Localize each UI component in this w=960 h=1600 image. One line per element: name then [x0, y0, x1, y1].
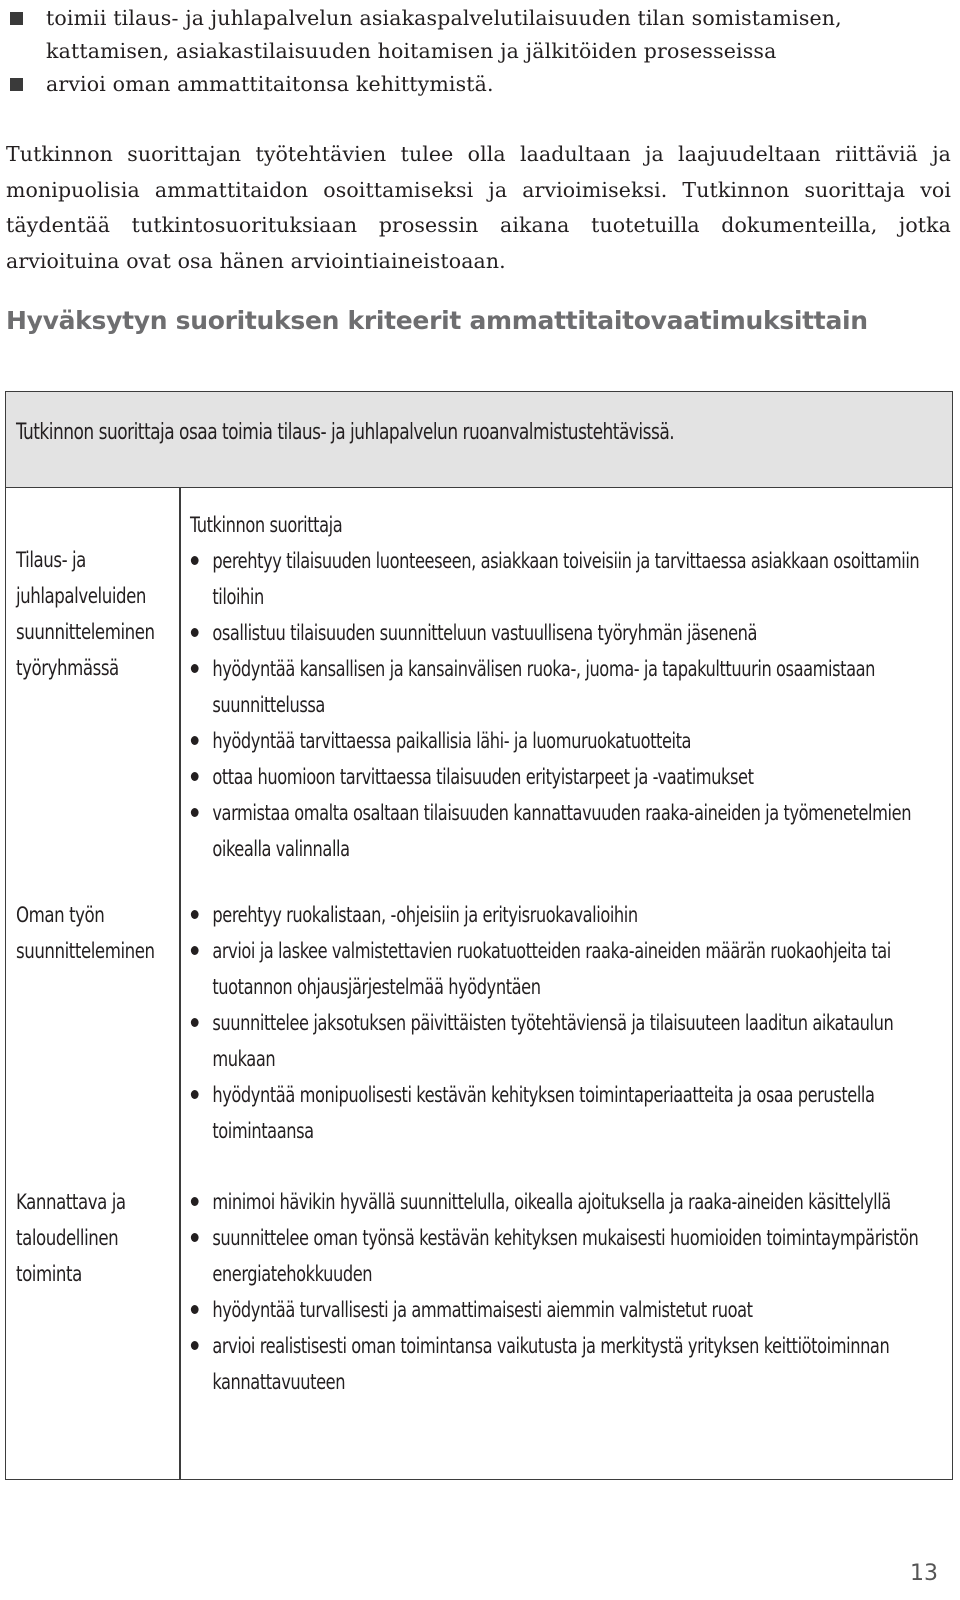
criteria-item: hyödyntää turvallisesti ja ammattimaisesti aiemmin valmistetut ruoat	[190, 1292, 936, 1328]
bullet-dot-icon	[191, 772, 199, 781]
row-criteria	[190, 1184, 935, 1400]
criteria-list	[190, 543, 936, 867]
criteria-item: arvioi ja laskee valmistettavien ruokatuotteiden raaka-aineiden määrän ruokaohjeita tai tuotannon ohjausjärjestelmää hyödyntäen	[190, 933, 936, 1005]
criteria-item: suunnittelee oman työnsä kestävän kehityksen mukaisesti huomioiden toimintaympäristön energiatehokkuuden	[190, 1220, 936, 1292]
bullet-dot-icon	[191, 1305, 199, 1314]
page-number: 13	[910, 1561, 938, 1586]
criteria-item: perehtyy ruokalistaan, -ohjeisiin ja erityisruokavalioihin	[190, 897, 936, 933]
criteria-item: hyödyntää tarvittaessa paikallisia lähi- ja luomuruokatuotteita	[190, 723, 936, 759]
square-bullet-icon	[10, 12, 23, 25]
criteria-item: varmistaa omalta osaltaan tilaisuuden kannattavuuden raaka-aineiden ja työmenetelmien oikealla valinnalla	[190, 795, 936, 867]
bullet-dot-icon	[191, 946, 199, 955]
bullet-dot-icon	[191, 1090, 199, 1099]
column-divider	[179, 488, 181, 1479]
bullet-dot-icon	[191, 664, 199, 673]
section-heading: Hyväksytyn suorituksen kriteerit ammattitaitovaatimuksittain	[6, 306, 868, 335]
bullet-dot-icon	[191, 910, 199, 919]
criteria-item: perehtyy tilaisuuden luonteeseen, asiakkaan toiveisiin ja tarvittaessa asiakkaan osoittamiin tiloihin	[190, 543, 936, 615]
criteria-item: hyödyntää kansallisen ja kansainvälisen ruoka-, juoma- ja tapakulttuurin osaamistaan suunnittelussa	[190, 651, 936, 723]
row-label: Kannattava ja taloudellinen toiminta	[16, 1190, 126, 1286]
row-criteria	[190, 507, 935, 867]
bullet-dot-icon	[191, 556, 199, 565]
body-paragraph: Tutkinnon suorittajan työtehtävien tulee olla laadultaan ja laajuudeltaan riittäviä ja monipuolisia ammattitaidon osoittamiseksi ja arvioimiseksi. Tutkinnon suorittaja voi täydentää tutkintosuorituksiaan prosessin aikana tuotetuilla dokumenteilla, jotka arvioituina ovat osa hänen arviointiaineistoaan.	[6, 142, 951, 273]
bullet-dot-icon	[191, 1341, 199, 1350]
criteria-list	[190, 897, 936, 1149]
criteria-item: hyödyntää monipuolisesti kestävän kehityksen toimintaperiaatteita ja osaa perustella toimintaansa	[190, 1077, 936, 1149]
criteria-item: suunnittelee jaksotuksen päivittäisten työtehtäviensä ja tilaisuuteen laaditun aikataulun mukaan	[190, 1005, 936, 1077]
criteria-item: ottaa huomioon tarvittaessa tilaisuuden erityistarpeet ja -vaatimukset	[190, 759, 936, 795]
bullet-dot-icon	[191, 736, 199, 745]
criteria-table	[5, 391, 953, 1480]
table-header-text: Tutkinnon suorittaja osaa toimia tilaus- ja juhlapalvelun ruoanvalmistustehtävissä.	[16, 420, 675, 445]
criteria-item: minimoi hävikin hyvällä suunnittelulla, oikealla ajoituksella ja raaka-aineiden käsittelyllä	[190, 1184, 936, 1220]
criteria-item: osallistuu tilaisuuden suunnitteluun vastuullisena työryhmän jäsenenä	[190, 615, 936, 651]
row-label: Oman työn suunnitteleminen	[16, 903, 155, 963]
bullet-dot-icon	[191, 1197, 199, 1206]
intro-bullet-list	[6, 2, 951, 101]
intro-bullet-item: arvioi oman ammattitaitonsa kehittymistä.	[6, 68, 951, 101]
intro-bullet-item: toimii tilaus- ja juhlapalvelun asiakaspalvelutilaisuuden tilan somistamisen, kattamisen, asiakastilaisuuden hoitamisen ja jälkitöiden prosesseissa	[6, 2, 951, 68]
bullet-dot-icon	[191, 1233, 199, 1242]
bullet-dot-icon	[191, 1018, 199, 1027]
bullet-dot-icon	[191, 808, 199, 817]
row-criteria	[190, 897, 935, 1149]
criteria-list	[190, 1184, 936, 1400]
row-label: Tilaus- ja juhlapalveluiden suunnitteleminen työryhmässä	[16, 548, 155, 680]
table-header	[6, 392, 952, 488]
bullet-dot-icon	[191, 628, 199, 637]
square-bullet-icon	[10, 78, 23, 91]
row-lead-text: Tutkinnon suorittaja	[190, 513, 343, 537]
criteria-item: arvioi realistisesti oman toimintansa vaikutusta ja merkitystä yrityksen keittiötoiminnan kannattavuuteen	[190, 1328, 936, 1400]
